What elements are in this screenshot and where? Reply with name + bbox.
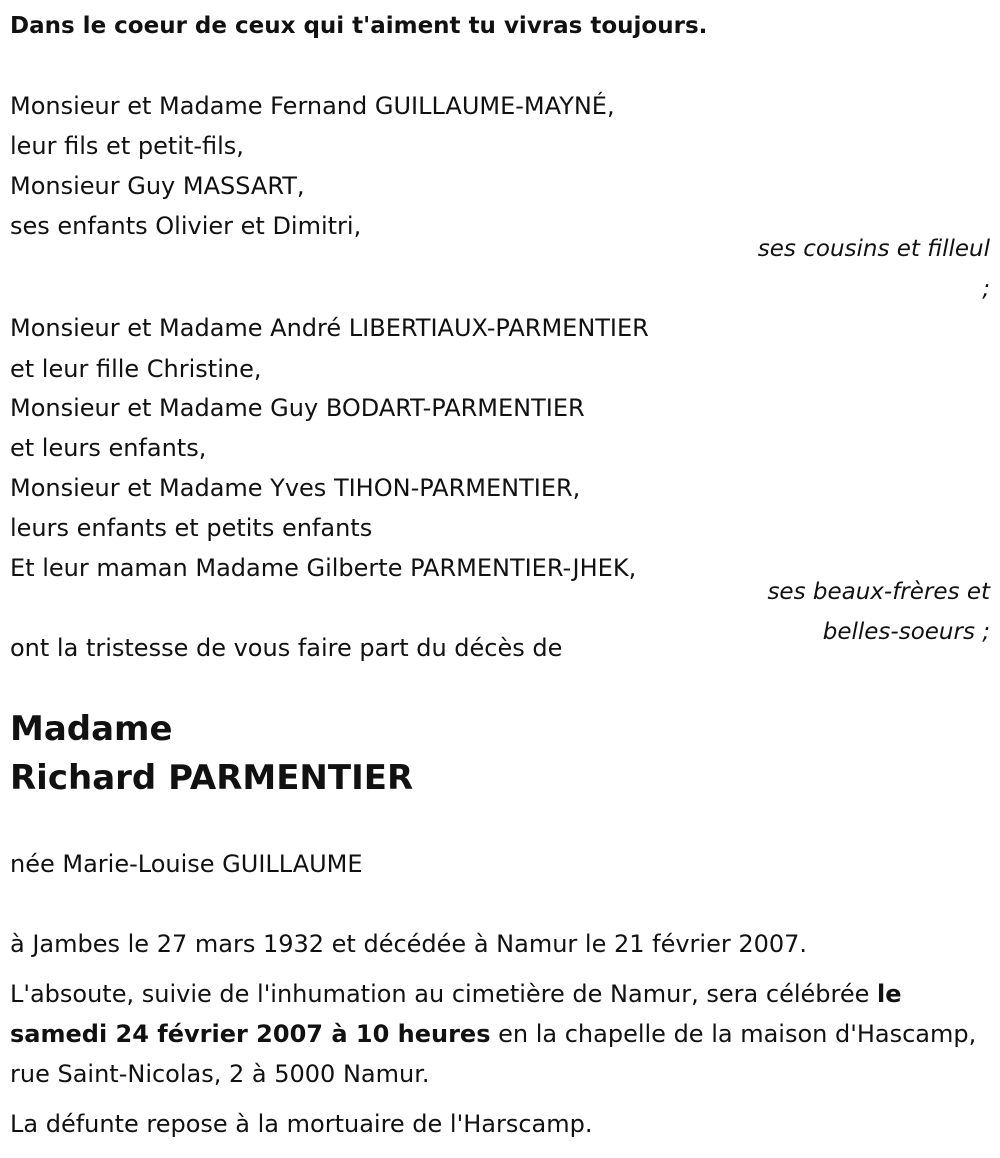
deceased-name: Richard PARMENTIER xyxy=(10,758,414,798)
family-line: Monsieur et Madame Yves TIHON-PARMENTIER, xyxy=(10,474,581,502)
ceremony-intro: L'absoute, suivie de l'inhumation au cimetière de Namur, sera célébrée xyxy=(10,980,878,1008)
deceased-title: Madame xyxy=(10,709,173,749)
family-line: Monsieur et Madame Guy BODART-PARMENTIER xyxy=(10,394,585,422)
family-line: ses enfants Olivier et Dimitri, xyxy=(10,212,362,240)
family-line: et leur fille Christine, xyxy=(10,355,262,383)
dates: à Jambes le 27 mars 1932 et décédée à Namur le 21 février 2007. xyxy=(10,930,808,958)
family-line: leur fils et petit-fils, xyxy=(10,132,244,160)
relation-label: belles-soeurs ; xyxy=(822,619,990,645)
family-line: Monsieur et Madame Fernand GUILLAUME-MAYNÉ, xyxy=(10,92,615,120)
family-line: et leurs enfants, xyxy=(10,434,207,462)
family-line: leurs enfants et petits enfants xyxy=(10,514,373,542)
relation-label: ses cousins et filleul xyxy=(757,236,990,262)
relation-label: ; xyxy=(982,276,990,302)
ceremony-info xyxy=(10,974,990,1094)
family-line: Monsieur Guy MASSART, xyxy=(10,172,305,200)
announcement: ont la tristesse de vous faire part du décès de xyxy=(10,634,563,662)
epigraph: Dans le coeur de ceux qui t'aiment tu vivras toujours. xyxy=(10,13,708,39)
relation-label: ses beaux-frères et xyxy=(767,579,990,605)
family-line: Et leur maman Madame Gilberte PARMENTIER-JHEK, xyxy=(10,554,637,582)
family-line: Monsieur et Madame André LIBERTIAUX-PARMENTIER xyxy=(10,314,649,342)
ceremony-rest: en la chapelle de la maison d'Hascamp, rue Saint-Nicolas, 2 à 5000 Namur. xyxy=(10,1020,977,1088)
ceremony-date: le samedi 24 février 2007 à 10 heures xyxy=(10,980,902,1048)
born-name: née Marie-Louise GUILLAUME xyxy=(10,850,363,878)
rest-place: La défunte repose à la mortuaire de l'Harscamp. xyxy=(10,1110,593,1138)
